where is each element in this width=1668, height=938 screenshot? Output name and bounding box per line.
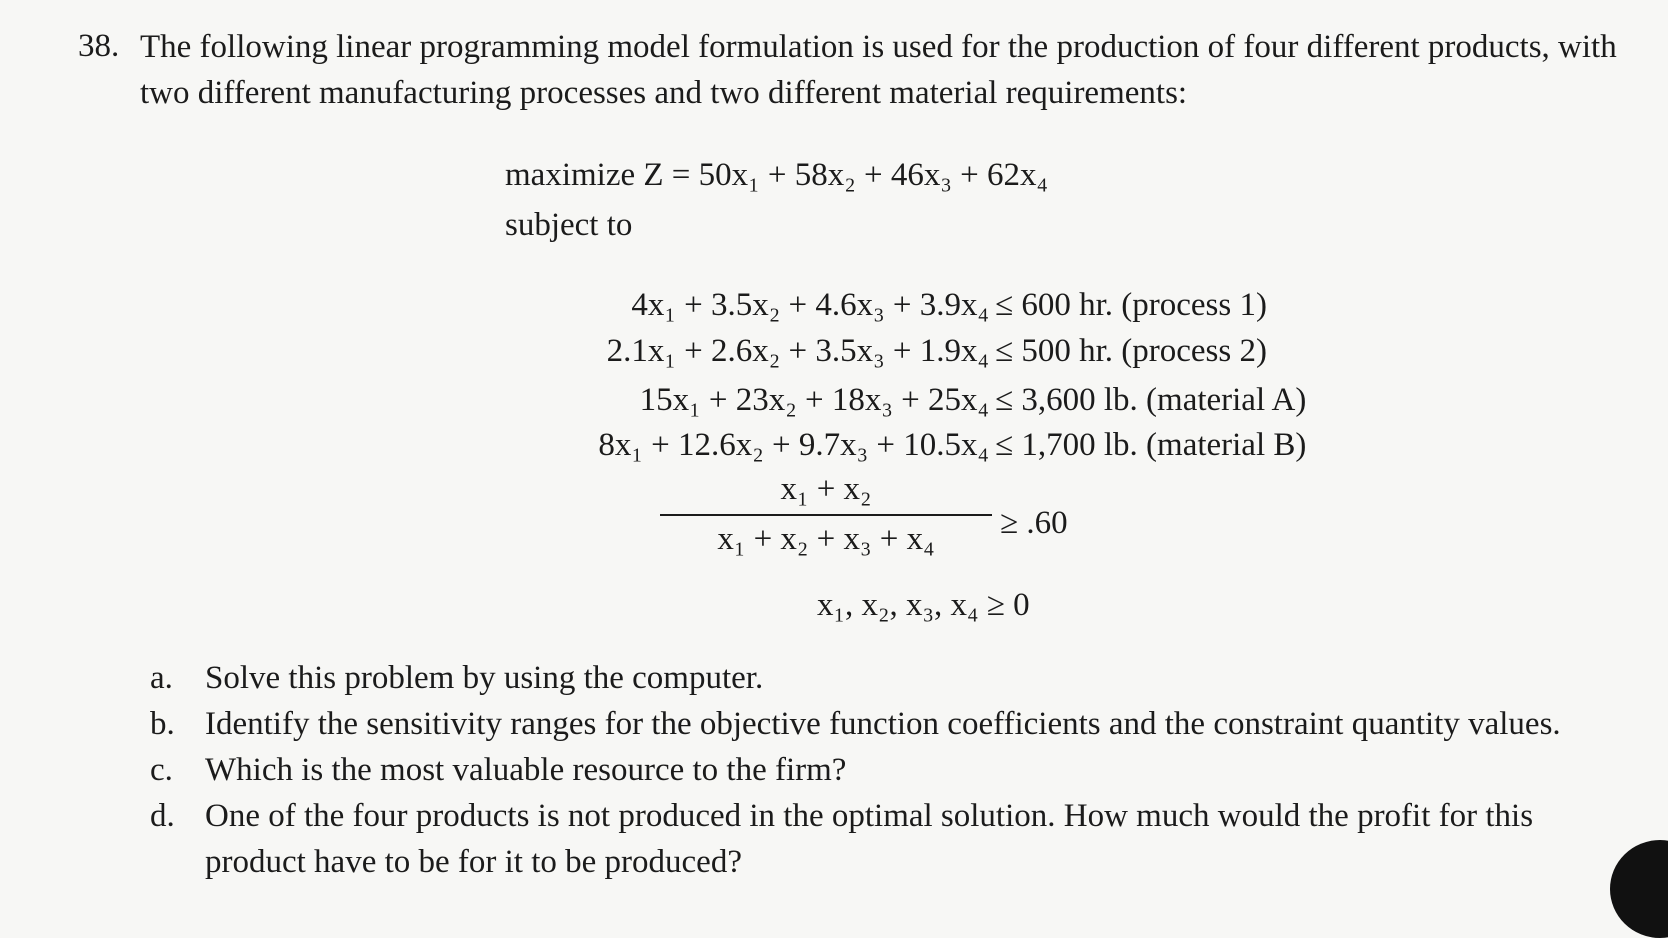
problem-number: 38. [78, 28, 120, 64]
question-part [150, 793, 1600, 885]
part-label: c. [150, 752, 173, 788]
part-label: b. [150, 706, 175, 742]
part-label: d. [150, 798, 175, 834]
constraint-row [0, 380, 1668, 420]
part-text: One of the four products is not produced in the optimal solution. How much would the profit for this product have to be for it to be produced? [205, 798, 1534, 880]
constraint-row [0, 285, 1668, 325]
objective-function: maximize Z = 50x₁ + 58x₂ + 46x₃ + 62x₄ [505, 157, 1048, 193]
question-part [150, 655, 1600, 701]
constraint-row [0, 425, 1668, 465]
part-text: Identify the sensitivity ranges for the objective function coefficients and the constraint quantity values. [205, 706, 1561, 742]
part-text: Solve this problem by using the computer. [205, 660, 764, 696]
fraction-bar [660, 514, 992, 516]
constraint-rhs: ≤ 3,600 lb. (material A) [995, 382, 1307, 418]
constraint-row [0, 331, 1668, 371]
nonnegativity-constraint: x₁, x₂, x₃, x₄ ≥ 0 [817, 587, 1030, 623]
part-text: Which is the most valuable resource to the firm? [205, 752, 847, 788]
question-part [150, 701, 1600, 747]
constraint-rhs: ≤ 500 hr. (process 2) [995, 333, 1267, 369]
constraint-lhs: 8x₁ + 12.6x₂ + 9.7x₃ + 10.5x₄ [598, 427, 989, 463]
question-parts [150, 655, 1600, 885]
constraint-rhs: ≤ 600 hr. (process 1) [995, 287, 1267, 323]
constraint-lhs: 15x₁ + 23x₂ + 18x₃ + 25x₄ [639, 382, 989, 418]
constraint-rhs: ≤ 1,700 lb. (material B) [995, 427, 1307, 463]
ink-blot [1610, 840, 1668, 938]
constraint-lhs: 2.1x₁ + 2.6x₂ + 3.5x₃ + 1.9x₄ [606, 333, 989, 369]
part-label: a. [150, 660, 173, 696]
constraint-lhs: 4x₁ + 3.5x₂ + 4.6x₃ + 3.9x₄ [631, 287, 989, 323]
ratio-constraint-rhs: ≥ .60 [1000, 505, 1068, 541]
fraction-numerator: x₁ + x₂ [780, 471, 872, 507]
ratio-constraint-fraction [660, 470, 992, 560]
question-part [150, 747, 1600, 793]
subject-to-label: subject to [505, 207, 633, 243]
fraction-denominator: x₁ + x₂ + x₃ + x₄ [717, 521, 935, 557]
problem-statement: The following linear programming model formulation is used for the production of four different products, with two different manufacturing processes and two different material requirements: [140, 29, 1617, 111]
